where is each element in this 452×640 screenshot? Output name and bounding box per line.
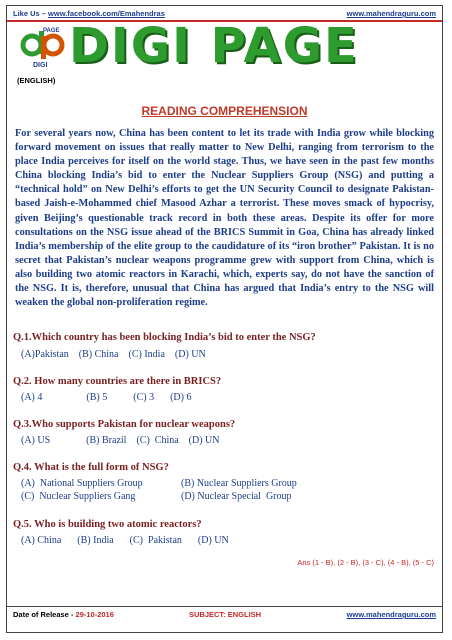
facebook-link[interactable]: www.facebook.com/Emahendras — [48, 9, 165, 18]
question-4: Q.4. What is the full form of NSG? — [13, 462, 169, 473]
option: (B) China — [78, 349, 119, 360]
option: (A) China — [21, 535, 62, 546]
option: (C) Pakistan — [129, 535, 182, 546]
options-5 — [21, 534, 436, 547]
options-3 — [21, 434, 436, 447]
option: (C) China — [136, 435, 179, 446]
logo-small-text: PAGE — [43, 28, 60, 34]
option: (D) Nuclear Special Group — [181, 491, 292, 502]
passage-text: For several years now, China has been content to let its trade with India grow while blocking forward movement on issues that really matter to New Delhi, ranging from terrorism to the place India perceives for itself on the world stage. Thus, we have seen in the past few months China blocking India’s bid to enter the Nuclear Suppliers Group (NSG) and putting a “technical hold” on New Delhi’s efforts to get the UN Security Council to designate Pakistan-based Jaish-e-Mohammed chief Masood Azhar a terrorist. These moves smack of hypocrisy, given Beijing’s questionable track record in both these areas. Despite its offer for more consultations on the NSG issue ahead of the BRICS Summit in Goa, China has already linked India’s membership of the elite group to the caudidature of its “iron brother” Pakistan. It is no secret that Pakistan’s nuclear weapons programme grew with support from China, which is also building two atomic reactors in Karachi, which, experts say, do not have the sanction of the NSG. It is, therefore, unusual that China has argued that India’s entry to the NSG will weaken the global non-proliferation regime. — [15, 128, 434, 309]
question-3: Q.3.Who supports Pakistan for nuclear weapons? — [13, 419, 236, 430]
site-link-bottom[interactable]: www.mahendraguru.com — [346, 610, 436, 619]
page-title: READING COMPREHENSION — [141, 104, 308, 118]
option: (B) 5 — [86, 392, 108, 403]
like-prefix: Like Us – — [13, 9, 49, 18]
option: (A) 4 — [21, 392, 43, 403]
logo-text: DIGI — [33, 62, 48, 69]
option: (A) US — [21, 435, 51, 446]
question-1: Q.1.Which country has been blocking India’s bid to enter the NSG? — [13, 332, 316, 343]
site-link-top[interactable]: www.mahendraguru.com — [346, 9, 436, 18]
footer-divider — [7, 606, 442, 607]
question-5: Q.5. Who is building two atomic reactors? — [13, 519, 202, 530]
option: (B) Nuclear Suppliers Group — [181, 478, 297, 489]
answer-key: Ans (1 - B), (2 - B), (3 - C), (4 - B), (5 - C) — [297, 558, 434, 567]
facebook-like — [13, 9, 165, 18]
option: (B) India — [77, 535, 114, 546]
options-4 — [21, 477, 436, 503]
option: (A)Pakistan — [21, 349, 69, 360]
release-date-label: Date of Release - — [13, 610, 76, 619]
language-label: (ENGLISH) — [17, 76, 56, 85]
digi-page-logo-icon — [19, 25, 67, 69]
options-2 — [21, 391, 436, 404]
option: (D) UN — [197, 535, 229, 546]
option: (D) 6 — [170, 392, 192, 403]
options-1 — [21, 348, 436, 361]
release-date — [13, 610, 114, 619]
release-date-value: 29-10-2016 — [75, 610, 114, 619]
question-2: Q.2. How many countries are there in BRICS? — [13, 376, 222, 387]
option: (D) UN — [188, 435, 220, 446]
option: (C) Nuclear Suppliers Gang — [21, 491, 136, 502]
option: (D) UN — [174, 349, 206, 360]
option: (C) India — [128, 349, 165, 360]
banner-title: DIGI PAGE — [69, 18, 359, 74]
subject-label: SUBJECT: ENGLISH — [189, 610, 262, 619]
document-page — [6, 5, 443, 633]
footer — [7, 610, 442, 624]
option: (C) 3 — [133, 392, 155, 403]
option: (A) National Suppliers Group — [21, 478, 143, 489]
option: (B) Brazil — [86, 435, 127, 446]
